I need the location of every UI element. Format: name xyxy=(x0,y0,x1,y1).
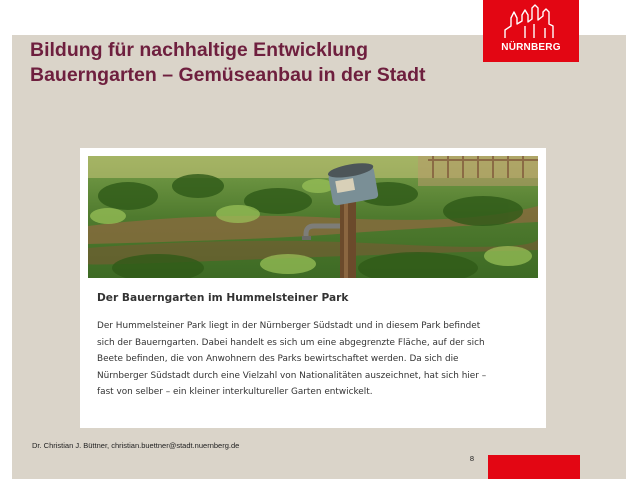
page-number: 8 xyxy=(469,454,474,463)
nuremberg-skyline-icon xyxy=(503,4,559,40)
logo-wordmark: NÜRNBERG xyxy=(501,42,561,53)
slide-title-line-2: Bauerngarten – Gemüseanbau in der Stadt xyxy=(30,64,426,86)
article-line: Nürnberger Südstadt durch eine Vielzahl von Nationalitäten auszeichnet, hat sich hier – xyxy=(97,370,487,381)
slide-footer: Dr. Christian J. Büttner, christian.buettner@stadt.nuernberg.de xyxy=(32,441,240,450)
article-line: Beete befinden, die von Anwohnern des Parks bewirtschaftet werden. Da sich die xyxy=(97,354,459,364)
article-card xyxy=(80,148,546,428)
article-line: Der Hummelsteiner Park liegt in der Nürnberger Südstadt und in diesem Park befindet xyxy=(97,321,481,331)
article-heading: Der Bauerngarten im Hummelsteiner Park xyxy=(97,292,349,304)
slide-title xyxy=(30,38,426,88)
nuernberg-logo xyxy=(483,0,579,62)
garden-photo xyxy=(88,156,538,278)
article-line: sich der Bauerngarten. Dabei handelt es sich um eine abgegrenzte Fläche, auf der sich xyxy=(97,337,485,348)
slide-title-line-1: Bildung für nachhaltige Entwicklung xyxy=(30,39,369,61)
article-line: fast von selber – ein kleiner interkultureller Garten entwickelt. xyxy=(97,387,373,397)
article-body xyxy=(97,318,542,401)
brand-bar xyxy=(488,455,580,479)
